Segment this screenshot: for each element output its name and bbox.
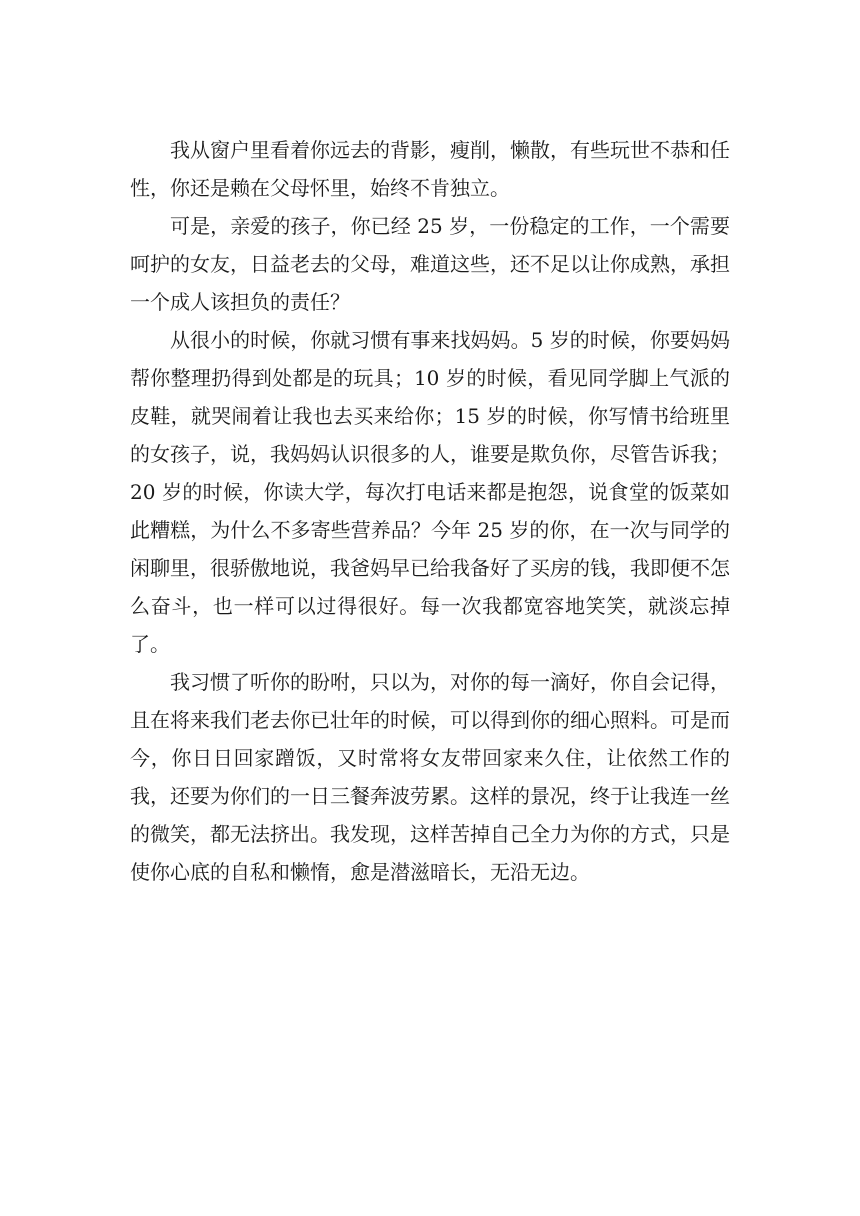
paragraph-2: 可是，亲爱的孩子，你已经 25 岁，一份稳定的工作，一个需要呵护的女友，日益老去的父母，难道这些，还不足以让你成熟，承担一个成人该担负的责任？ — [130, 214, 730, 314]
paragraph-4: 我习惯了听你的盼咐，只以为，对你的每一滴好，你自会记得，且在将来我们老去你已壮年的时候，可以得到你的细心照料。可是而今，你日日回家蹭饭，又时常将女友带回家来久住，让依然工作的我，还要为你们的一日三餐奔波劳累。这样的景况，终于让我连一丝的微笑，都无法挤出。我发现，这样苦掉自己全力为你的方式，只是使你心底的自私和懒惰，愈是潜滋暗长，无沿无边。 — [130, 670, 730, 884]
paragraph-1: 我从窗户里看着你远去的背影，瘦削，懒散，有些玩世不恭和任性，你还是赖在父母怀里，始终不肯独立。 — [130, 138, 730, 200]
paragraph-3: 从很小的时候，你就习惯有事来找妈妈。5 岁的时候，你要妈妈帮你整理扔得到处都是的玩具；10 岁的时候，看见同学脚上气派的皮鞋，就哭闹着让我也去买来给你；15 岁的时候，你写情书给班里的女孩子，说，我妈妈认识很多的人，谁要是欺负你，尽管告诉我；20 岁的时候，你读大学，每次打电话来都是抱怨，说食堂的饭菜如此糟糕，为什么不多寄些营养品？今年 25 岁的你，在一次与同学的闲聊里，很骄傲地说，我爸妈早已给我备好了买房的钱，我即便不怎么奋斗，也一样可以过得很好。每一次我都宽容地笑笑，就淡忘掉了。 — [130, 328, 730, 656]
document-body — [130, 131, 730, 891]
